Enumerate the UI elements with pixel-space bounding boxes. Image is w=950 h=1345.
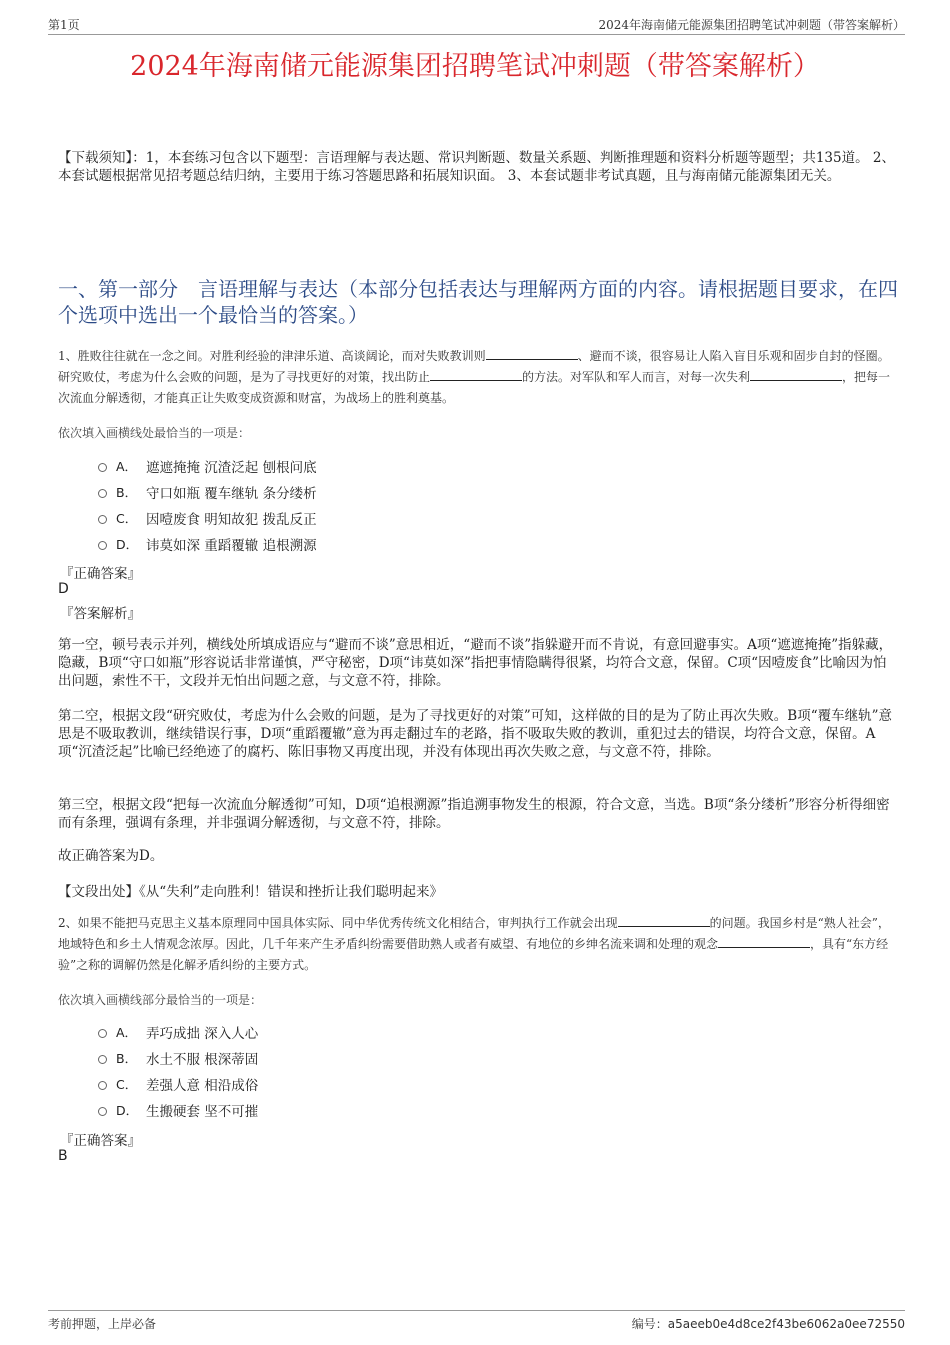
code-label: 编号： — [631, 1317, 668, 1331]
page-footer — [48, 1310, 905, 1333]
option-letter: B． — [116, 485, 138, 500]
option-letter: D． — [116, 537, 139, 552]
question-2-prompt: 依次填入画横线部分最恰当的一项是： — [58, 993, 263, 1007]
fill-blank — [750, 367, 842, 381]
fill-blank — [618, 913, 710, 927]
option-letter: A． — [116, 459, 138, 474]
footer-slogan: 考前押题，上岸必备 — [48, 1317, 157, 1331]
radio-icon[interactable] — [98, 1081, 107, 1090]
section-heading: 一、第一部分 言语理解与表达（本部分包括表达与理解两方面的内容。请根据题目要求，在四个选项中选出一个最恰当的答案。） — [58, 277, 898, 327]
option-letter: C． — [116, 1077, 138, 1092]
option-letter: D． — [116, 1103, 139, 1118]
stem-text: 1、胜败往往就在一念之间。对胜利经验的津津乐道、高谈阔论，而对失败教训则 — [58, 349, 486, 363]
option-a[interactable] — [98, 453, 317, 479]
fill-blank — [718, 934, 810, 948]
answer-label: 『正确答案』 — [60, 1133, 141, 1149]
question-2-options — [98, 1019, 258, 1123]
option-text: 因噎废食 明知故犯 拨乱反正 — [146, 512, 317, 528]
analysis-label: 『答案解析』 — [60, 606, 141, 622]
answer-value: D — [58, 581, 69, 597]
header-doc-title: 2024年海南储元能源集团招聘笔试冲刺题（带答案解析） — [598, 18, 905, 32]
text-source: 【文段出处】《从“失利”走向胜利！错误和挫折让我们聪明起来》 — [58, 884, 444, 900]
stem-text: ，具有“东方经验”之称的调解仍然是化解矛盾纠纷的主要方式。 — [58, 937, 889, 972]
option-text: 遮遮掩掩 沉渣泛起 刨根问底 — [146, 460, 317, 476]
radio-icon[interactable] — [98, 489, 107, 498]
question-1-prompt: 依次填入画横线处最恰当的一项是： — [58, 426, 251, 440]
answer-value: B — [58, 1148, 68, 1164]
question-1-stem — [58, 346, 898, 409]
footer-code — [632, 1315, 905, 1332]
document-title: 2024年海南储元能源集团招聘笔试冲刺题（带答案解析） — [130, 51, 820, 82]
stem-text: 的方法。对军队和军人而言，对每一次失利 — [522, 370, 751, 384]
option-b[interactable] — [98, 1045, 258, 1071]
option-text: 差强人意 相沿成俗 — [146, 1078, 259, 1094]
radio-icon[interactable] — [98, 515, 107, 524]
stem-text: 2、如果不能把马克思主义基本原理同中国具体实际、同中华优秀传统文化相结合，审判执行工作就会出现 — [58, 916, 618, 930]
radio-icon[interactable] — [98, 1055, 107, 1064]
stem-text: ，把每一次流血分解透彻，才能真正让失败变成资源和财富，为战场上的胜利奠基。 — [58, 370, 891, 405]
radio-icon[interactable] — [98, 463, 107, 472]
option-a[interactable] — [98, 1019, 258, 1045]
analysis-paragraph: 第一空，顿号表示并列，横线处所填成语应与“避而不谈”意思相近，“避而不谈”指躲避开而不肯说，有意回避事实。A项“遮遮掩掩”指躲藏，隐藏，B项“守口如瓶”形容说话非常谨慎，严守秘密，D项“讳莫如深”指把事情隐瞒得很紧，均符合文意，保留。C项“因噎废食”比喻因为怕出问题，索性不干，文段并无怕出问题之意，与文意不符，排除。 — [58, 637, 893, 689]
option-text: 生搬硬套 坚不可摧 — [146, 1104, 259, 1120]
option-text: 弄巧成拙 深入人心 — [146, 1026, 259, 1042]
radio-icon[interactable] — [98, 1029, 107, 1038]
option-letter: C． — [116, 511, 138, 526]
option-d[interactable] — [98, 531, 317, 557]
download-notice: 【下载须知】：1，本套练习包含以下题型：言语理解与表达题、常识判断题、数量关系题、判断推理题和资料分析题等题型；共135道。 2、本套试题根据常见招考题总结归纳，主要用于练习答题思路和拓展知识面。 3、本套试题非考试真题，且与海南储元能源集团无关。 — [58, 150, 895, 184]
question-1-options — [98, 453, 317, 557]
fill-blank — [430, 367, 522, 381]
stem-text: 、避而不谈，很容易让人陷入盲目乐观和固步自封的怪圈。研究败仗，考虑为什么会败的问题，是为了寻找更好的对策，找出防止 — [58, 349, 890, 384]
code-value: a5aeeb0e4d8ce2f43be6062a0ee72550 — [667, 1317, 905, 1331]
option-d[interactable] — [98, 1097, 258, 1123]
radio-icon[interactable] — [98, 541, 107, 550]
page-header — [48, 14, 905, 35]
analysis-paragraph: 第三空，根据文段“把每一次流血分解透彻”可知，D项“追根溯源”指追溯事物发生的根源，符合文意，当选。B项“条分缕析”形容分析得细密而有条理，强调有条理，并非强调分解透彻，与文意不符，排除。 — [58, 797, 890, 831]
analysis-paragraph: 第二空，根据文段“研究败仗，考虑为什么会败的问题，是为了寻找更好的对策”可知，这样做的目的是为了防止再次失败。B项“覆车继轨”意思是不吸取教训，继续错误行事，D项“重蹈覆辙”意为再走翻过车的老路，指不吸取失败的教训，重犯过去的错误，均符合文意，保留。A项“沉渣泛起”比喻已经绝迹了的腐朽、陈旧事物又再度出现，并没有体现出再次失败之意，与文意不符，排除。 — [58, 708, 893, 760]
option-text: 守口如瓶 覆车继轨 条分缕析 — [146, 486, 317, 502]
analysis-conclusion: 故正确答案为D。 — [58, 848, 164, 864]
fill-blank — [486, 346, 578, 360]
question-2-stem — [58, 913, 898, 976]
option-text: 讳莫如深 重蹈覆辙 追根溯源 — [146, 538, 317, 554]
option-c[interactable] — [98, 1071, 258, 1097]
page-number: 第1页 — [48, 18, 80, 32]
option-b[interactable] — [98, 479, 317, 505]
option-text: 水土不服 根深蒂固 — [146, 1052, 259, 1068]
stem-text: 的问题。我国乡村是“熟人社会”，地域特色和乡土人情观念浓厚。因此，几千年来产生矛盾纠纷需要借助熟人或者有威望、有地位的乡绅名流来调和处理的观念 — [58, 916, 890, 951]
answer-label: 『正确答案』 — [60, 566, 141, 582]
radio-icon[interactable] — [98, 1107, 107, 1116]
option-letter: B． — [116, 1051, 138, 1066]
option-letter: A． — [116, 1025, 138, 1040]
option-c[interactable] — [98, 505, 317, 531]
